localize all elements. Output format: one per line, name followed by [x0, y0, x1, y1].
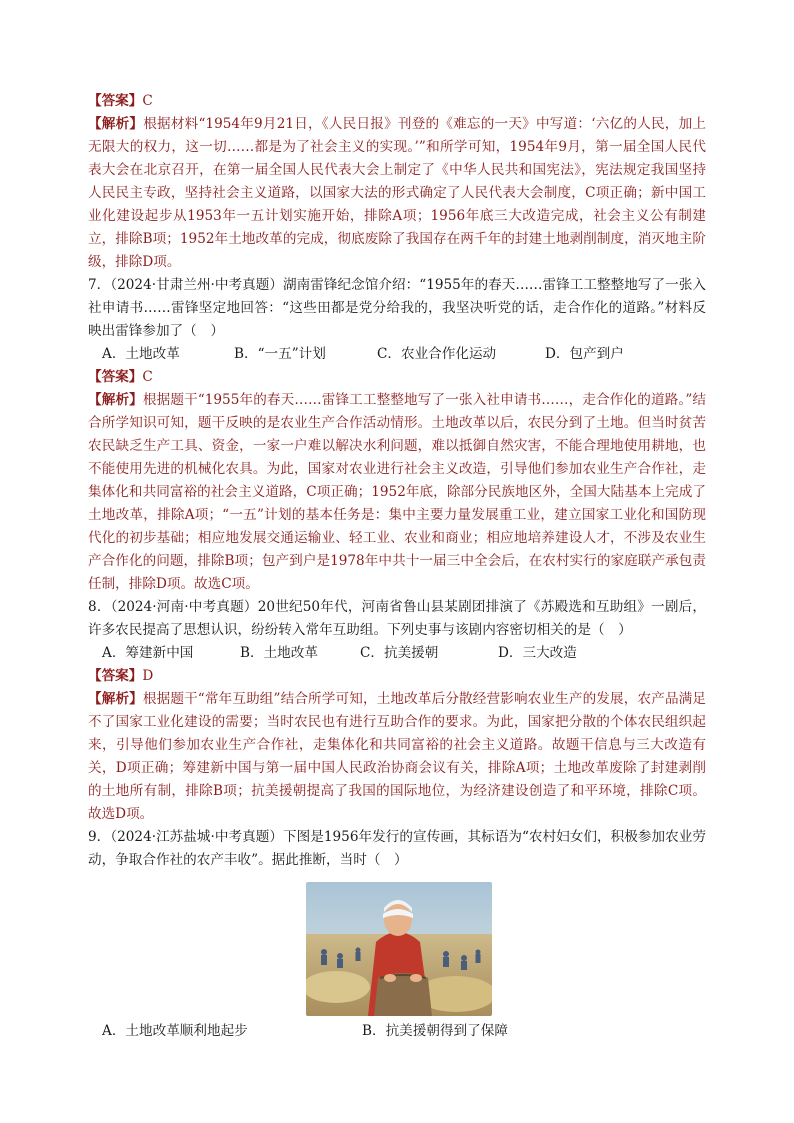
poster-illustration [306, 882, 492, 1016]
q7-answer: C [142, 369, 153, 385]
analysis-tag: 【解析】 [88, 691, 143, 707]
analysis-tag: 【解析】 [88, 116, 144, 132]
q9-stem: 9．（2024·江苏盐城·中考真题）下图是1956年发行的宣传画，其标语为“农村妇女们，积极参加农业劳动，争取合作社的农产丰收”。据此推断，当时（ ） [88, 829, 706, 868]
q6-answer-line [88, 90, 706, 113]
q7-option-b: B．“一五”计划 [234, 346, 326, 362]
poster-sack [374, 973, 432, 1016]
q8-option-c: C．抗美援朝 [360, 645, 439, 661]
propaganda-poster-image [306, 882, 492, 1016]
q7-analysis-text: 根据题干“1955年的春天……雷锋工工整整地写了一张入社申请书……，走合作化的道路。”结合所学知识可知，题干反映的是农业生产合作活动情形。土地改革以后，农民分到了土地。但当时贫苦农民缺乏生产工具、资金，一家一户难以解决水利问题，难以抵御自然灾害，不能合理地使用耕地，也不能使用先进的机械化农具。为此，国家对农业进行社会主义改造，引导他们参加农业生产合作社，走集体化和共同富裕的社会主义道路，C项正确；1952年底，除部分民族地区外，全国大陆基本上完成了土地改革，排除A项；“一五”计划的基本任务是：集中主要力量发展重工业，建立国家工业化和国防现代化的初步基础；相应地发展交通运输业、轻工业、农业和商业；相应地培养建设人才，不涉及农业生产合作化的问题，排除B项；包产到户是1978年中共十一届三中全会后，在农村实行的家庭联产承包责任制，排除D项。故选C项。 [88, 392, 706, 592]
answer-tag: 【答案】 [88, 668, 143, 684]
q8-analysis [88, 688, 706, 826]
q7-option-d: D．包产到户 [545, 346, 624, 362]
q8-answer-line [88, 665, 706, 688]
q9-option-a: A．土地改革顺利地起步 [102, 1023, 248, 1039]
q6-analysis [88, 113, 706, 274]
q9-block [88, 826, 706, 1043]
q9-option-b: B．抗美援朝得到了保障 [362, 1023, 508, 1039]
q7-analysis [88, 389, 706, 596]
analysis-tag: 【解析】 [88, 392, 143, 408]
q6-answer: C [142, 93, 153, 109]
q7-stem: 7．（2024·甘肃兰州·中考真题）湖南雷锋纪念馆介绍：“1955年的春天……雷锋工工整整地写了一张入社申请书……雷锋坚定地回答：“这些田都是党分给我的，我坚决听党的话，走合作化的道路。”材料反映出雷锋参加了（ ） [88, 277, 706, 339]
q7-option-a: A．土地改革 [102, 346, 180, 362]
q7-block [88, 274, 706, 596]
q8-options [88, 642, 706, 665]
answer-tag: 【答案】 [88, 369, 143, 385]
q9-options [88, 1020, 706, 1043]
q8-stem: 8．（2024·河南·中考真题）20世纪50年代，河南省鲁山县某剧团排演了《苏殿选和互助组》一剧后，许多农民提高了思想认识，纷纷转入常年互助组。下列史事与该剧内容密切相关的是（ ） [88, 599, 706, 638]
q8-analysis-text: 根据题干“常年互助组”结合所学可知，土地改革后分散经营影响农业生产的发展，农产品满足不了国家工业化建设的需要；当时农民也有进行互助合作的要求。为此，国家把分散的个体农民组织起来，引导他们参加农业生产合作社，走集体化和共同富裕的社会主义道路。故题干信息与三大改造有关，D项正确；筹建新中国与第一届中国人民政治协商会议有关，排除A项；土地改革废除了封建剥削的土地所有制，排除B项；抗美援朝提高了我国的国际地位，为经济建设创造了和平环境，排除C项。故选D项。 [88, 691, 706, 822]
q7-options [88, 343, 706, 366]
q6-block [88, 90, 706, 274]
answer-tag: 【答案】 [88, 93, 143, 109]
q8-option-b: B．土地改革 [240, 645, 318, 661]
q6-analysis-text: 根据材料“1954年9月21日，《人民日报》刊登的《难忘的一天》中写道：‘六亿的人民，加上无限大的权力，这一切……都是为了社会主义的实现。’”和所学可知，1954年9月，第一届全国人民代表大会在北京召开，在第一届全国人民代表大会上制定了《中华人民共和国宪法》，宪法规定我国坚持人民民主专政，坚持社会主义道路，以国家大法的形式确定了人民代表大会制度，C项正确；新中国工业化建设起步从1953年一五计划实施开始，排除A项；1956年底三大改造完成，社会主义公有制建立，排除B项；1952年土地改革的完成，彻底废除了我国存在两千年的封建土地剥削制度，消灭地主阶级，排除D项。 [88, 116, 706, 270]
q7-option-c: C．农业合作化运动 [377, 346, 497, 362]
q8-answer: D [142, 668, 154, 684]
q8-option-a: A．筹建新中国 [102, 645, 194, 661]
q8-option-d: D．三大改造 [498, 645, 577, 661]
q7-answer-line [88, 366, 706, 389]
q8-block [88, 596, 706, 826]
